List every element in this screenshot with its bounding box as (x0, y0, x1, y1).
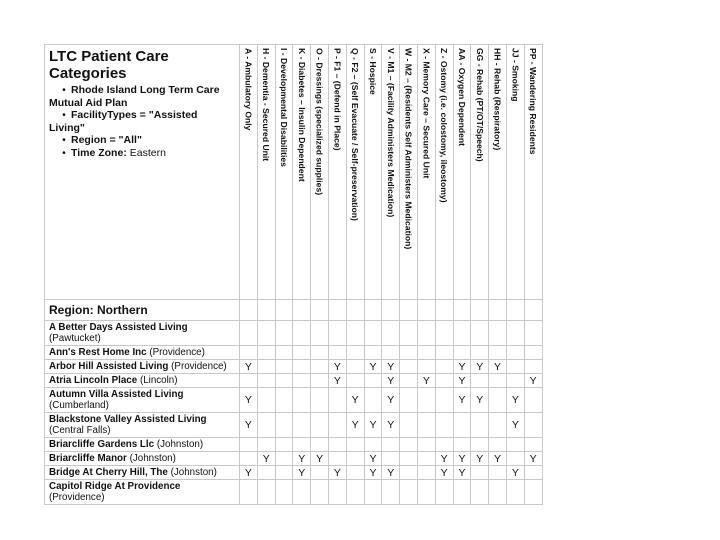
category-cell (489, 413, 507, 438)
category-cell: Y (382, 413, 400, 438)
category-cell (275, 438, 293, 452)
category-cell (417, 346, 435, 360)
facility-location: (Providence) (49, 492, 105, 503)
category-cell (382, 480, 400, 505)
category-cell (471, 374, 489, 388)
category-cell (417, 452, 435, 466)
category-cell (524, 466, 542, 480)
category-cell: Y (240, 360, 258, 374)
facility-name: Autumn Villa Assisted Living (49, 389, 184, 400)
category-label: X - Memory Care – Secured Unit (421, 48, 432, 179)
category-cell: Y (453, 452, 471, 466)
category-cell (311, 480, 329, 505)
category-cell (417, 413, 435, 438)
facility-name: Bridge At Cherry Hill, The (49, 467, 168, 478)
category-cell (275, 346, 293, 360)
facility-cell (45, 321, 240, 346)
facility-cell (45, 480, 240, 505)
category-cell: Y (453, 466, 471, 480)
category-cell (257, 466, 275, 480)
category-cell (400, 388, 418, 413)
category-cell: Y (328, 360, 346, 374)
category-cell (240, 321, 258, 346)
category-label: JJ - Smoking (510, 48, 521, 102)
category-cell (311, 346, 329, 360)
category-cell (453, 321, 471, 346)
facility-name: Ann's Rest Home Inc (49, 347, 147, 358)
category-cell (471, 413, 489, 438)
category-cell: Y (328, 374, 346, 388)
category-cell (364, 321, 382, 346)
facility-cell (45, 346, 240, 360)
category-cell (240, 374, 258, 388)
category-cell (417, 480, 435, 505)
category-cell (435, 346, 453, 360)
table-row (45, 413, 543, 438)
category-cell (489, 346, 507, 360)
category-cell: Y (328, 466, 346, 480)
category-cell (257, 346, 275, 360)
facility-location: (Lincoln) (139, 375, 178, 386)
category-cell (435, 374, 453, 388)
region-empty-cell (435, 300, 453, 321)
facility-location: (Johnston) (170, 467, 217, 478)
category-cell (400, 321, 418, 346)
category-cell (275, 413, 293, 438)
table-row (45, 321, 543, 346)
category-cell (257, 360, 275, 374)
facility-location: (Pawtucket) (49, 333, 101, 344)
category-cell (417, 388, 435, 413)
category-cell: Y (382, 466, 400, 480)
category-cell (311, 466, 329, 480)
category-cell (257, 438, 275, 452)
facility-cell (45, 388, 240, 413)
category-cell: Y (435, 452, 453, 466)
category-cell (240, 452, 258, 466)
category-header (240, 45, 258, 300)
region-empty-cell (489, 300, 507, 321)
category-cell (417, 360, 435, 374)
category-cell (489, 438, 507, 452)
category-cell (471, 480, 489, 505)
category-cell (489, 374, 507, 388)
category-cell: Y (489, 360, 507, 374)
category-cell: Y (240, 388, 258, 413)
category-label: GG - Rehab (PT/OT/Speech) (474, 48, 485, 162)
category-label: Z - Ostomy (i.e. colostomy, ileostomy) (439, 48, 450, 203)
category-cell: Y (471, 388, 489, 413)
category-cell (275, 466, 293, 480)
category-cell (435, 321, 453, 346)
category-cell (435, 480, 453, 505)
category-cell (400, 452, 418, 466)
category-label: HH - Rehab (Respiratory) (492, 48, 503, 151)
category-cell (471, 438, 489, 452)
category-cell: Y (311, 452, 329, 466)
category-cell (400, 360, 418, 374)
category-cell (346, 466, 364, 480)
category-cell: Y (435, 466, 453, 480)
category-cell (471, 346, 489, 360)
category-cell (524, 413, 542, 438)
region-empty-cell (240, 300, 258, 321)
facility-name: Briarcliffe Gardens Llc (49, 439, 155, 450)
category-cell (435, 438, 453, 452)
category-cell (524, 321, 542, 346)
category-cell (257, 480, 275, 505)
category-cell (311, 360, 329, 374)
region-empty-cell (311, 300, 329, 321)
category-cell: Y (257, 452, 275, 466)
region-empty-cell (275, 300, 293, 321)
category-header (489, 45, 507, 300)
category-cell (417, 321, 435, 346)
category-cell (311, 374, 329, 388)
category-header (275, 45, 293, 300)
facility-cell (45, 374, 240, 388)
facility-name: Capitol Ridge At Providence (49, 481, 181, 492)
category-label: K - Diabetes – Insulin Dependent (296, 48, 307, 182)
category-label: AA - Oxygen Dependent (456, 48, 467, 147)
category-cell (524, 360, 542, 374)
category-cell (328, 346, 346, 360)
category-cell (346, 438, 364, 452)
category-cell (346, 480, 364, 505)
category-cell (257, 374, 275, 388)
category-cell: Y (382, 360, 400, 374)
category-cell (382, 438, 400, 452)
category-header (524, 45, 542, 300)
category-cell: Y (293, 466, 311, 480)
region-empty-cell (382, 300, 400, 321)
category-cell (506, 321, 524, 346)
category-cell: Y (364, 413, 382, 438)
region-empty-cell (524, 300, 542, 321)
category-cell (506, 452, 524, 466)
category-cell (364, 388, 382, 413)
table-row (45, 438, 543, 452)
category-cell (293, 321, 311, 346)
category-label: O - Dressings (specialized supplies) (314, 48, 325, 196)
category-cell (346, 374, 364, 388)
facility-location: (Providence) (171, 361, 227, 372)
category-cell (400, 413, 418, 438)
category-cell (364, 438, 382, 452)
filter-list (49, 84, 235, 159)
facility-name: Atria Lincoln Place (49, 375, 138, 386)
category-cell (453, 413, 471, 438)
region-empty-cell (364, 300, 382, 321)
category-cell (453, 480, 471, 505)
facility-cell (45, 413, 240, 438)
category-cell (364, 374, 382, 388)
facility-cell (45, 466, 240, 480)
category-cell (417, 466, 435, 480)
category-cell (293, 388, 311, 413)
category-header (293, 45, 311, 300)
category-cell: Y (364, 360, 382, 374)
category-cell (328, 413, 346, 438)
category-cell: Y (382, 374, 400, 388)
category-cell (275, 374, 293, 388)
category-cell: Y (293, 452, 311, 466)
region-empty-cell (328, 300, 346, 321)
category-cell (435, 360, 453, 374)
table-row (45, 466, 543, 480)
category-header (506, 45, 524, 300)
category-header (471, 45, 489, 300)
category-cell: Y (506, 388, 524, 413)
category-cell (293, 374, 311, 388)
category-cell (506, 480, 524, 505)
category-cell (400, 466, 418, 480)
category-cell: Y (240, 413, 258, 438)
category-cell (435, 388, 453, 413)
category-cell (453, 438, 471, 452)
category-header (382, 45, 400, 300)
category-cell (524, 346, 542, 360)
category-cell (293, 438, 311, 452)
category-cell: Y (346, 413, 364, 438)
category-cell: Y (453, 360, 471, 374)
header-row (45, 45, 543, 300)
category-cell (506, 438, 524, 452)
category-cell (293, 413, 311, 438)
category-cell (364, 346, 382, 360)
category-cell (328, 452, 346, 466)
category-cell (382, 321, 400, 346)
category-cell (328, 388, 346, 413)
category-cell (328, 438, 346, 452)
category-cell: Y (240, 466, 258, 480)
category-cell: Y (364, 466, 382, 480)
category-cell: Y (524, 374, 542, 388)
category-cell (275, 360, 293, 374)
region-empty-cell (417, 300, 435, 321)
category-cell (240, 438, 258, 452)
category-cell (524, 438, 542, 452)
category-label: V - M1 – (Facility Administers Medication) (385, 48, 396, 218)
category-cell (275, 480, 293, 505)
region-empty-cell (453, 300, 471, 321)
facility-location: (Johnston) (156, 439, 204, 450)
facility-location: (Providence) (149, 347, 205, 358)
category-cell (489, 388, 507, 413)
category-cell (489, 321, 507, 346)
category-cell (346, 452, 364, 466)
table-row (45, 452, 543, 466)
filter-item: • FacilityTypes = "Assisted Living" (49, 109, 198, 134)
facility-name: Briarcliffe Manor (49, 453, 127, 464)
category-cell (400, 480, 418, 505)
category-cell: Y (364, 452, 382, 466)
category-cell (257, 413, 275, 438)
category-cell (400, 438, 418, 452)
region-empty-cell (346, 300, 364, 321)
category-cell (417, 438, 435, 452)
table-row (45, 346, 543, 360)
region-empty-cell (400, 300, 418, 321)
region-empty-cell (293, 300, 311, 321)
category-cell (400, 374, 418, 388)
facility-cell (45, 438, 240, 452)
category-cell (471, 321, 489, 346)
region-empty-cell (257, 300, 275, 321)
category-label: H - Dementia - Secured Unit (261, 48, 272, 162)
category-cell (293, 360, 311, 374)
table-row (45, 360, 543, 374)
category-cell (524, 388, 542, 413)
category-cell (489, 480, 507, 505)
category-cell (275, 388, 293, 413)
filter-item: • Rhode Island Long Term Care Mutual Aid Plan (49, 84, 220, 109)
category-cell (364, 480, 382, 505)
category-cell: Y (453, 388, 471, 413)
category-cell (257, 388, 275, 413)
category-cell (293, 346, 311, 360)
category-cell (489, 466, 507, 480)
category-cell (453, 346, 471, 360)
category-header (417, 45, 435, 300)
category-cell: Y (506, 466, 524, 480)
category-cell (382, 346, 400, 360)
facility-cell (45, 360, 240, 374)
facility-name: Blackstone Valley Assisted Living (49, 414, 207, 425)
report-title: LTC Patient Care Categories (49, 48, 169, 82)
region-empty-cell (506, 300, 524, 321)
category-cell (524, 480, 542, 505)
category-cell (311, 388, 329, 413)
category-cell (346, 360, 364, 374)
category-cell (400, 346, 418, 360)
category-label: I - Developmental Disabilities (278, 48, 289, 167)
facility-location: (Cumberland) (49, 400, 109, 411)
category-cell: Y (453, 374, 471, 388)
category-cell: Y (346, 388, 364, 413)
category-label: P - F1 – (Defend in Place) (332, 48, 343, 151)
category-cell (311, 321, 329, 346)
category-cell (346, 346, 364, 360)
region-row (45, 300, 543, 321)
category-cell (346, 321, 364, 346)
category-header (257, 45, 275, 300)
category-header (346, 45, 364, 300)
category-cell (506, 374, 524, 388)
category-cell: Y (506, 413, 524, 438)
category-cell: Y (524, 452, 542, 466)
table-row (45, 388, 543, 413)
category-cell (311, 438, 329, 452)
facility-name: Arbor Hill Assisted Living (49, 361, 169, 372)
facility-name: A Better Days Assisted Living (49, 322, 188, 333)
category-label: Q - F2 – (Self Evacuate / Self-preservation) (350, 48, 361, 221)
category-cell: Y (417, 374, 435, 388)
category-cell: Y (471, 452, 489, 466)
category-cell: Y (489, 452, 507, 466)
category-header (311, 45, 329, 300)
category-cell (435, 413, 453, 438)
category-cell (311, 413, 329, 438)
table-row (45, 480, 543, 505)
category-cell (382, 452, 400, 466)
filter-item: • Region = "All" (62, 134, 142, 146)
category-header (328, 45, 346, 300)
category-cell (257, 321, 275, 346)
patient-care-table (44, 44, 543, 505)
category-label: W - M2 – (Residents Self Administers Medication) (403, 48, 414, 250)
category-cell (240, 480, 258, 505)
category-cell (328, 480, 346, 505)
facility-cell (45, 452, 240, 466)
category-cell: Y (471, 360, 489, 374)
category-cell (293, 480, 311, 505)
category-label: A - Ambulatory Only (243, 48, 254, 131)
filter-item: • Time Zone: Eastern (62, 146, 166, 159)
facility-location: (Central Falls) (49, 425, 111, 436)
region-empty-cell (471, 300, 489, 321)
category-header (400, 45, 418, 300)
category-cell (240, 346, 258, 360)
category-cell (506, 360, 524, 374)
category-cell: Y (382, 388, 400, 413)
category-header (453, 45, 471, 300)
category-header (435, 45, 453, 300)
report-intro (45, 45, 240, 300)
category-cell (471, 466, 489, 480)
facility-location: (Johnston) (129, 453, 176, 464)
category-label: PP - Wandering Residents (528, 48, 539, 155)
category-header (364, 45, 382, 300)
category-label: S - Hospice (367, 48, 378, 95)
category-cell (506, 346, 524, 360)
table-row (45, 374, 543, 388)
category-cell (328, 321, 346, 346)
region-label: Region: Northern (45, 300, 240, 321)
category-cell (275, 452, 293, 466)
category-cell (275, 321, 293, 346)
